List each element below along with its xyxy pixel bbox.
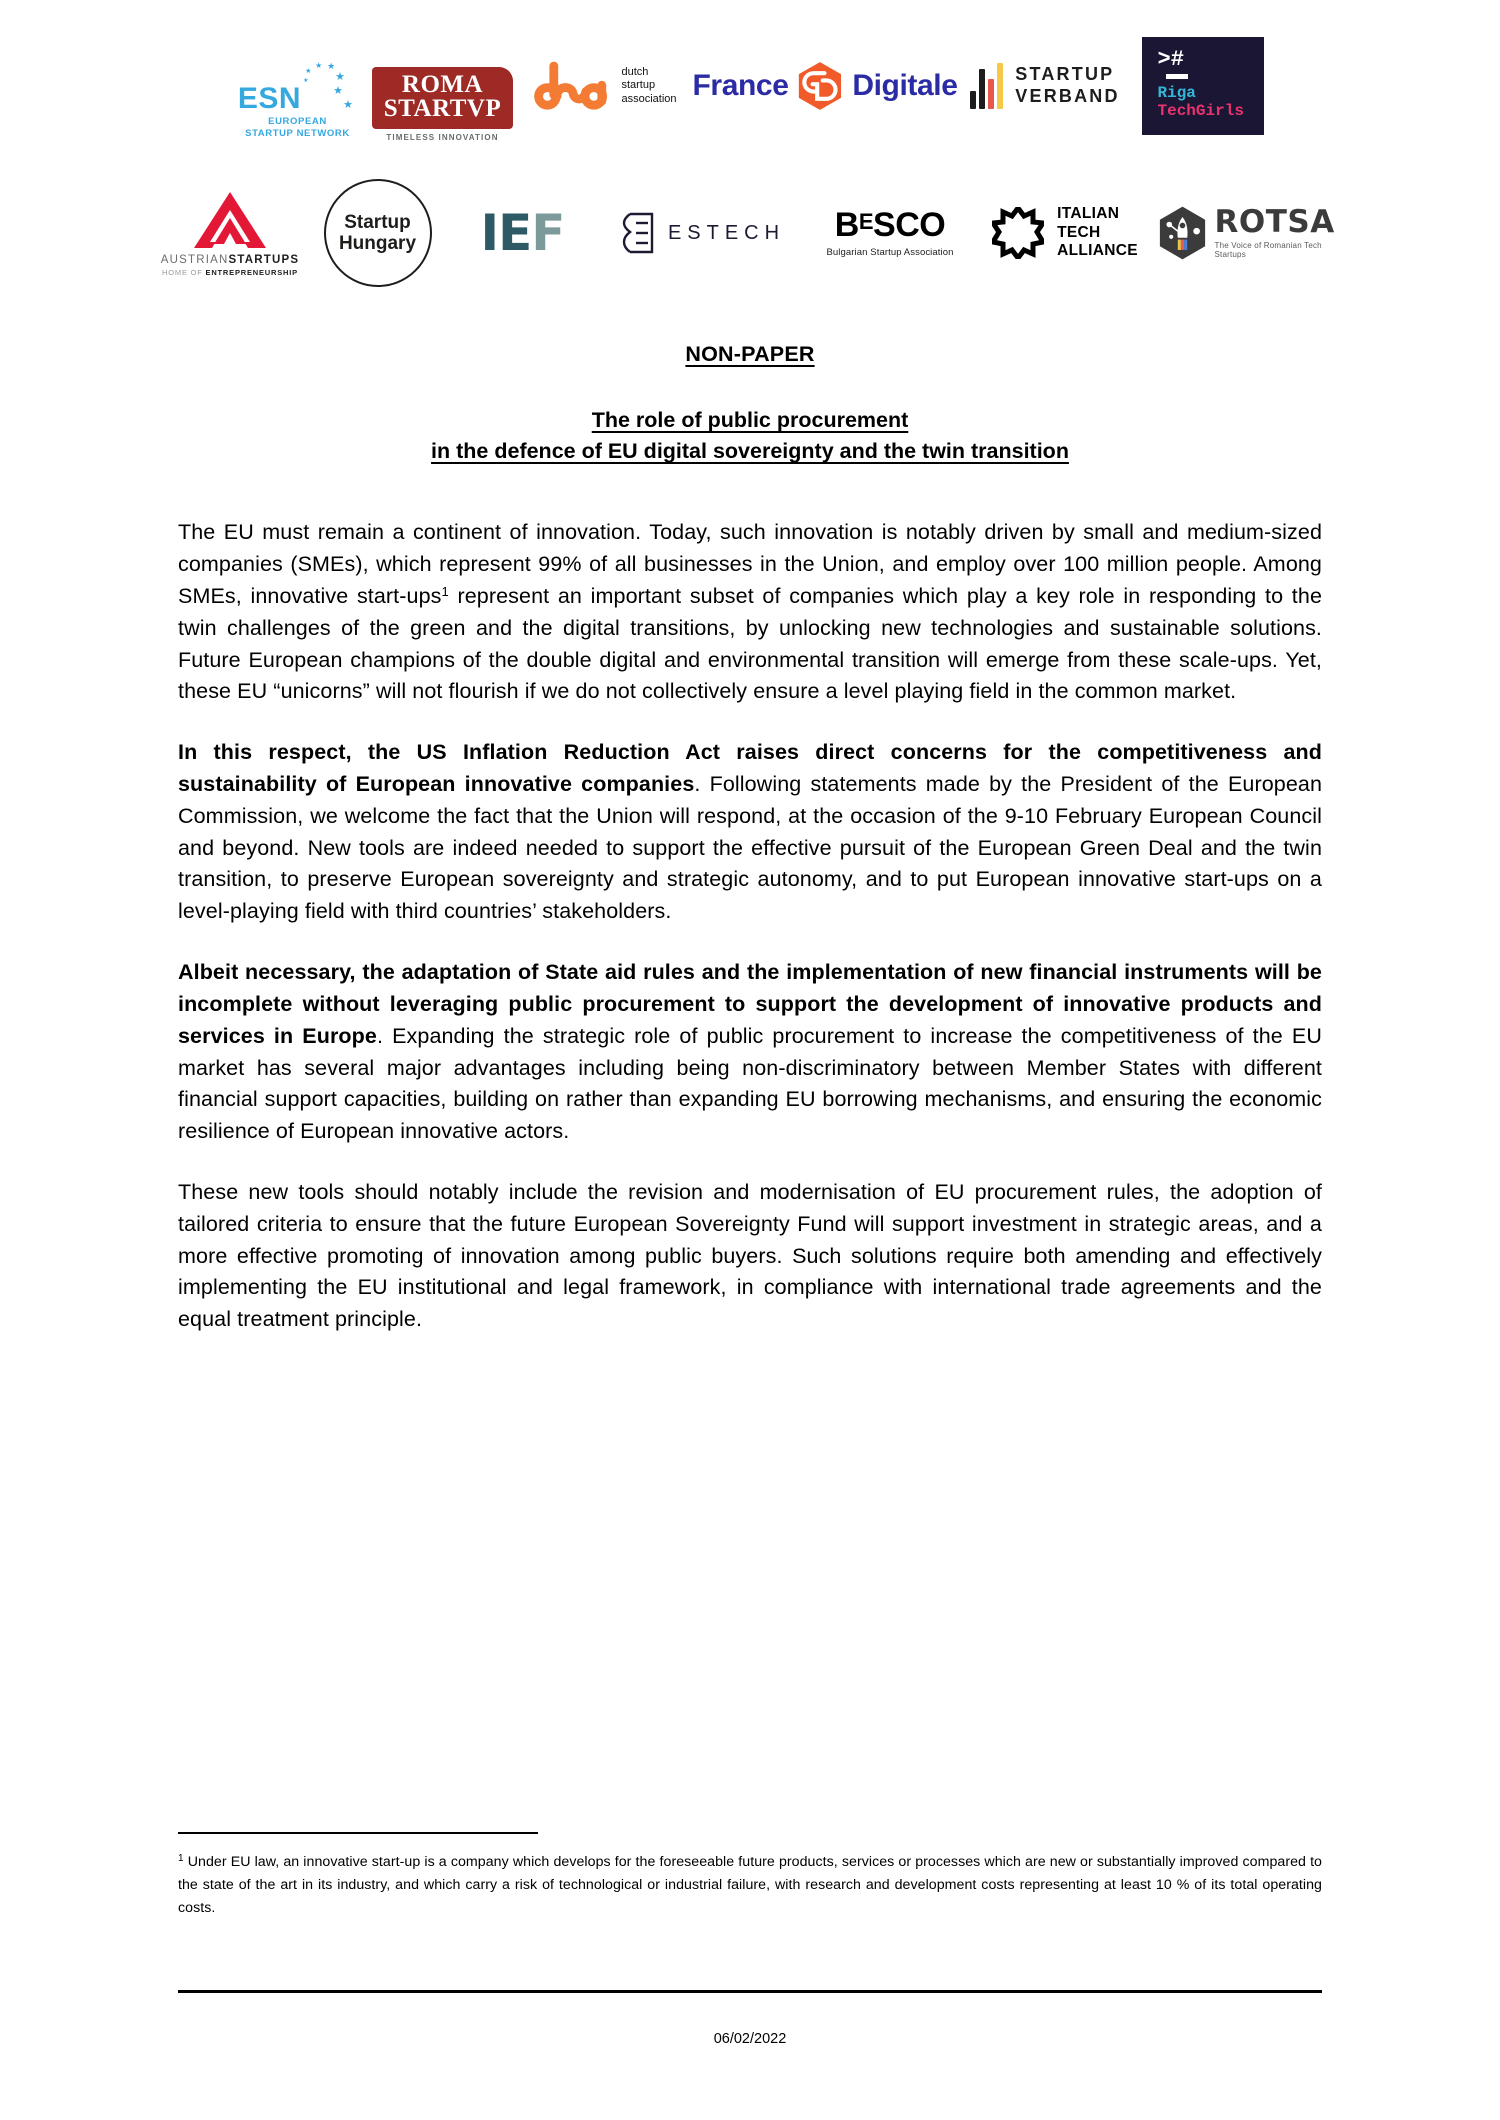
- logo-estech: [598, 174, 808, 292]
- esn-subtitle-line2: STARTUP NETWORK: [245, 128, 350, 140]
- logo-ief: [448, 174, 598, 292]
- logo-startup-hungary: [308, 174, 448, 292]
- riga-line1: Riga: [1157, 84, 1196, 102]
- esn-lockup: [238, 62, 357, 114]
- austrian-startups-wordmark: [161, 254, 299, 266]
- footnote-text: Under EU law, an innovative start-up is a company which develops for the foreseeable future products, services or processes which are new or substantially improved compared to the state of the art in its industry, and which carry a risk of technological or industrial failure, with research and development costs representing at least 10 % of its total operating costs.: [178, 1854, 1322, 1916]
- rotsa-wordmark: ROTSA: [1214, 204, 1335, 240]
- footnote-separator: [178, 1832, 538, 1834]
- ief-wordmark: IEF: [480, 204, 565, 262]
- austrian-word-bold: STARTUPS: [228, 253, 300, 266]
- subtitle-line1: The role of public procurement: [591, 408, 909, 432]
- logo-austrian-startups: [153, 174, 308, 292]
- ita-line1: ITALIAN: [1057, 204, 1120, 222]
- document-subtitle: [178, 405, 1322, 467]
- roma-badge: [372, 67, 513, 130]
- title-block: [178, 342, 1322, 467]
- estech-wordmark: ESTECH: [667, 221, 786, 244]
- paragraph-4: These new tools should notably include the revision and modernisation of EU procurement rules, the adoption of tailored criteria to ensure that the future European Sovereignty Fund will support investment in strategic areas, and a more effective promoting of innovation among public buyers. Such solutions require both amending and effectively implementing the EU institutional and legal framework, in compliance with international trade agreements and the equal treatment principle.: [178, 1179, 1322, 1332]
- austrian-word-light: AUSTRIAN: [160, 253, 229, 266]
- esn-subtitle-line1: EUROPEAN: [268, 116, 327, 128]
- besco-sco: SCO: [873, 206, 946, 244]
- france-digitale-word2: Digitale: [852, 69, 958, 102]
- rotsa-text-block: [1214, 204, 1348, 259]
- roma-line2: STARTVP: [383, 94, 502, 122]
- dsa-wordmark-text: [621, 66, 676, 106]
- page-title: NON-PAPER: [685, 342, 815, 366]
- riga-line2: TechGirls: [1157, 102, 1244, 121]
- rotsa-subtitle: The Voice of Romanian Tech Startups: [1214, 241, 1322, 259]
- dsa-line1: dutch: [621, 65, 649, 78]
- riga-techgirls-box: [1142, 37, 1264, 135]
- esn-subtitle: [245, 116, 350, 140]
- logo-esn: [228, 30, 368, 142]
- dsa-line2: startup: [621, 79, 656, 92]
- startup-hungary-line2: Hungary: [338, 233, 417, 254]
- besco-e: E: [858, 209, 874, 234]
- paragraph-2: In this respect, the US Inflation Reduction Act raises direct concerns for the competitiveness and sustainability of European innovative companies. Following statements made by the President of the European Commission, we welcome the fact that the Union will respond, at the occasion of the 9-10 February European Council and beyond. New tools are indeed needed to support the effective pursuit of the European Green Deal and the twin transition, to preserve European sovereignty and strategic autonomy, and to put European innovative start-ups on a level-playing field with third countries’ stakeholders.: [178, 740, 1323, 924]
- logo-startup-verband: [958, 30, 1133, 142]
- logo-roma-startvp: [368, 30, 518, 142]
- logo-dutch-startup-association: [518, 30, 693, 142]
- footer-date: 06/02/2022: [713, 2031, 787, 2047]
- logo-row-1: [0, 30, 1500, 142]
- ief-f-letter: F: [531, 204, 565, 262]
- startup-verband-wordmark: [1015, 64, 1119, 108]
- logo-france-digitale: [693, 30, 958, 142]
- page-footer: [178, 1990, 1322, 2047]
- dsa-mark-icon: [533, 61, 613, 111]
- partner-logo-banner: [0, 0, 1500, 292]
- esn-wordmark: ESN: [237, 82, 302, 116]
- austrian-startups-tagline: [162, 268, 298, 277]
- ita-line2: TECH: [1057, 223, 1101, 241]
- startup-verband-line2: VERBAND: [1015, 86, 1120, 106]
- logo-riga-techgirls: [1133, 30, 1273, 142]
- footnote-marker: 1: [178, 1853, 184, 1864]
- logo-row-2: [0, 174, 1500, 292]
- riga-prompt-icon: >#: [1157, 47, 1184, 72]
- besco-subtitle: Bulgarian Startup Association: [826, 247, 954, 258]
- paragraph-3: Albeit necessary, the adaptation of State aid rules and the implementation of new financial instruments will be incomplete without leveraging public procurement to support the development of innovative products and services in Europe. Expanding the strategic role of public procurement to increase the competitiveness of the EU market has several major advantages including being non-discriminatory between Member States with different financial support capacities, building on rather than expanding EU borrowing mechanisms, and ensuring the economic resilience of European innovative actors.: [178, 960, 1322, 1144]
- footnote-1: [178, 1851, 1322, 1920]
- eu-stars-icon: ★ ★ ★ ★ ★ ★ ★: [303, 61, 353, 112]
- body-text: [178, 517, 1322, 1336]
- startup-hungary-line1: Startup: [344, 211, 411, 233]
- startup-verband-line1: STARTUP: [1015, 64, 1115, 85]
- austrian-tag-light: HOME OF: [162, 267, 206, 277]
- paragraph-1: The EU must remain a continent of innovation. Today, such innovation is notably driven by small and medium-sized companies (SMEs), which represent 99% of all businesses in the Union, and employ over 100 million people. Among SMEs, innovative start-ups$^1$ represent an important subset of companies which play a key role in responding to the twin challenges of the green and the digital transitions, by unlocking new technologies and sustainable solutions. Future European champions of the double digital and environmental transition will emerge from these scale-ups. Yet, these EU “unicorns” will not flourish if we do not collectively ensure a level playing field in the common market.: [178, 520, 1322, 704]
- roma-line1: ROMA: [401, 70, 484, 98]
- startup-verband-bars-icon: [970, 63, 1003, 109]
- italian-tech-alliance-star-icon: [992, 207, 1044, 259]
- logo-rotsa: [1158, 174, 1348, 292]
- logo-italian-tech-alliance: [973, 174, 1158, 292]
- rotsa-rocket-icon: [1158, 204, 1207, 262]
- france-digitale-hex-icon: [797, 59, 843, 113]
- france-digitale-word1: France: [692, 69, 789, 102]
- footnote-section: [178, 1832, 1322, 1920]
- austrian-tag-bold: ENTREPRENEURSHIP: [205, 267, 298, 277]
- roma-tagline: TIMELESS INNOVATION: [386, 133, 499, 142]
- logo-besco: [808, 174, 973, 292]
- italian-tech-alliance-wordmark: [1057, 205, 1138, 262]
- austrian-startups-mark-icon: [192, 190, 268, 250]
- startup-hungary-circle: [324, 179, 432, 287]
- estech-mark-icon: [620, 212, 654, 254]
- besco-wordmark: [835, 208, 945, 242]
- document-content: [0, 342, 1500, 1336]
- ita-line3: ALLIANCE: [1057, 242, 1138, 260]
- subtitle-line2: in the defence of EU digital sovereignty and the twin transition: [431, 439, 1069, 464]
- dsa-line3: association: [621, 92, 677, 105]
- startup-hungary-wordmark: [339, 212, 416, 255]
- besco-b: B: [834, 206, 859, 244]
- footer-separator: [178, 1990, 1322, 1993]
- riga-underscore-icon: [1166, 74, 1188, 79]
